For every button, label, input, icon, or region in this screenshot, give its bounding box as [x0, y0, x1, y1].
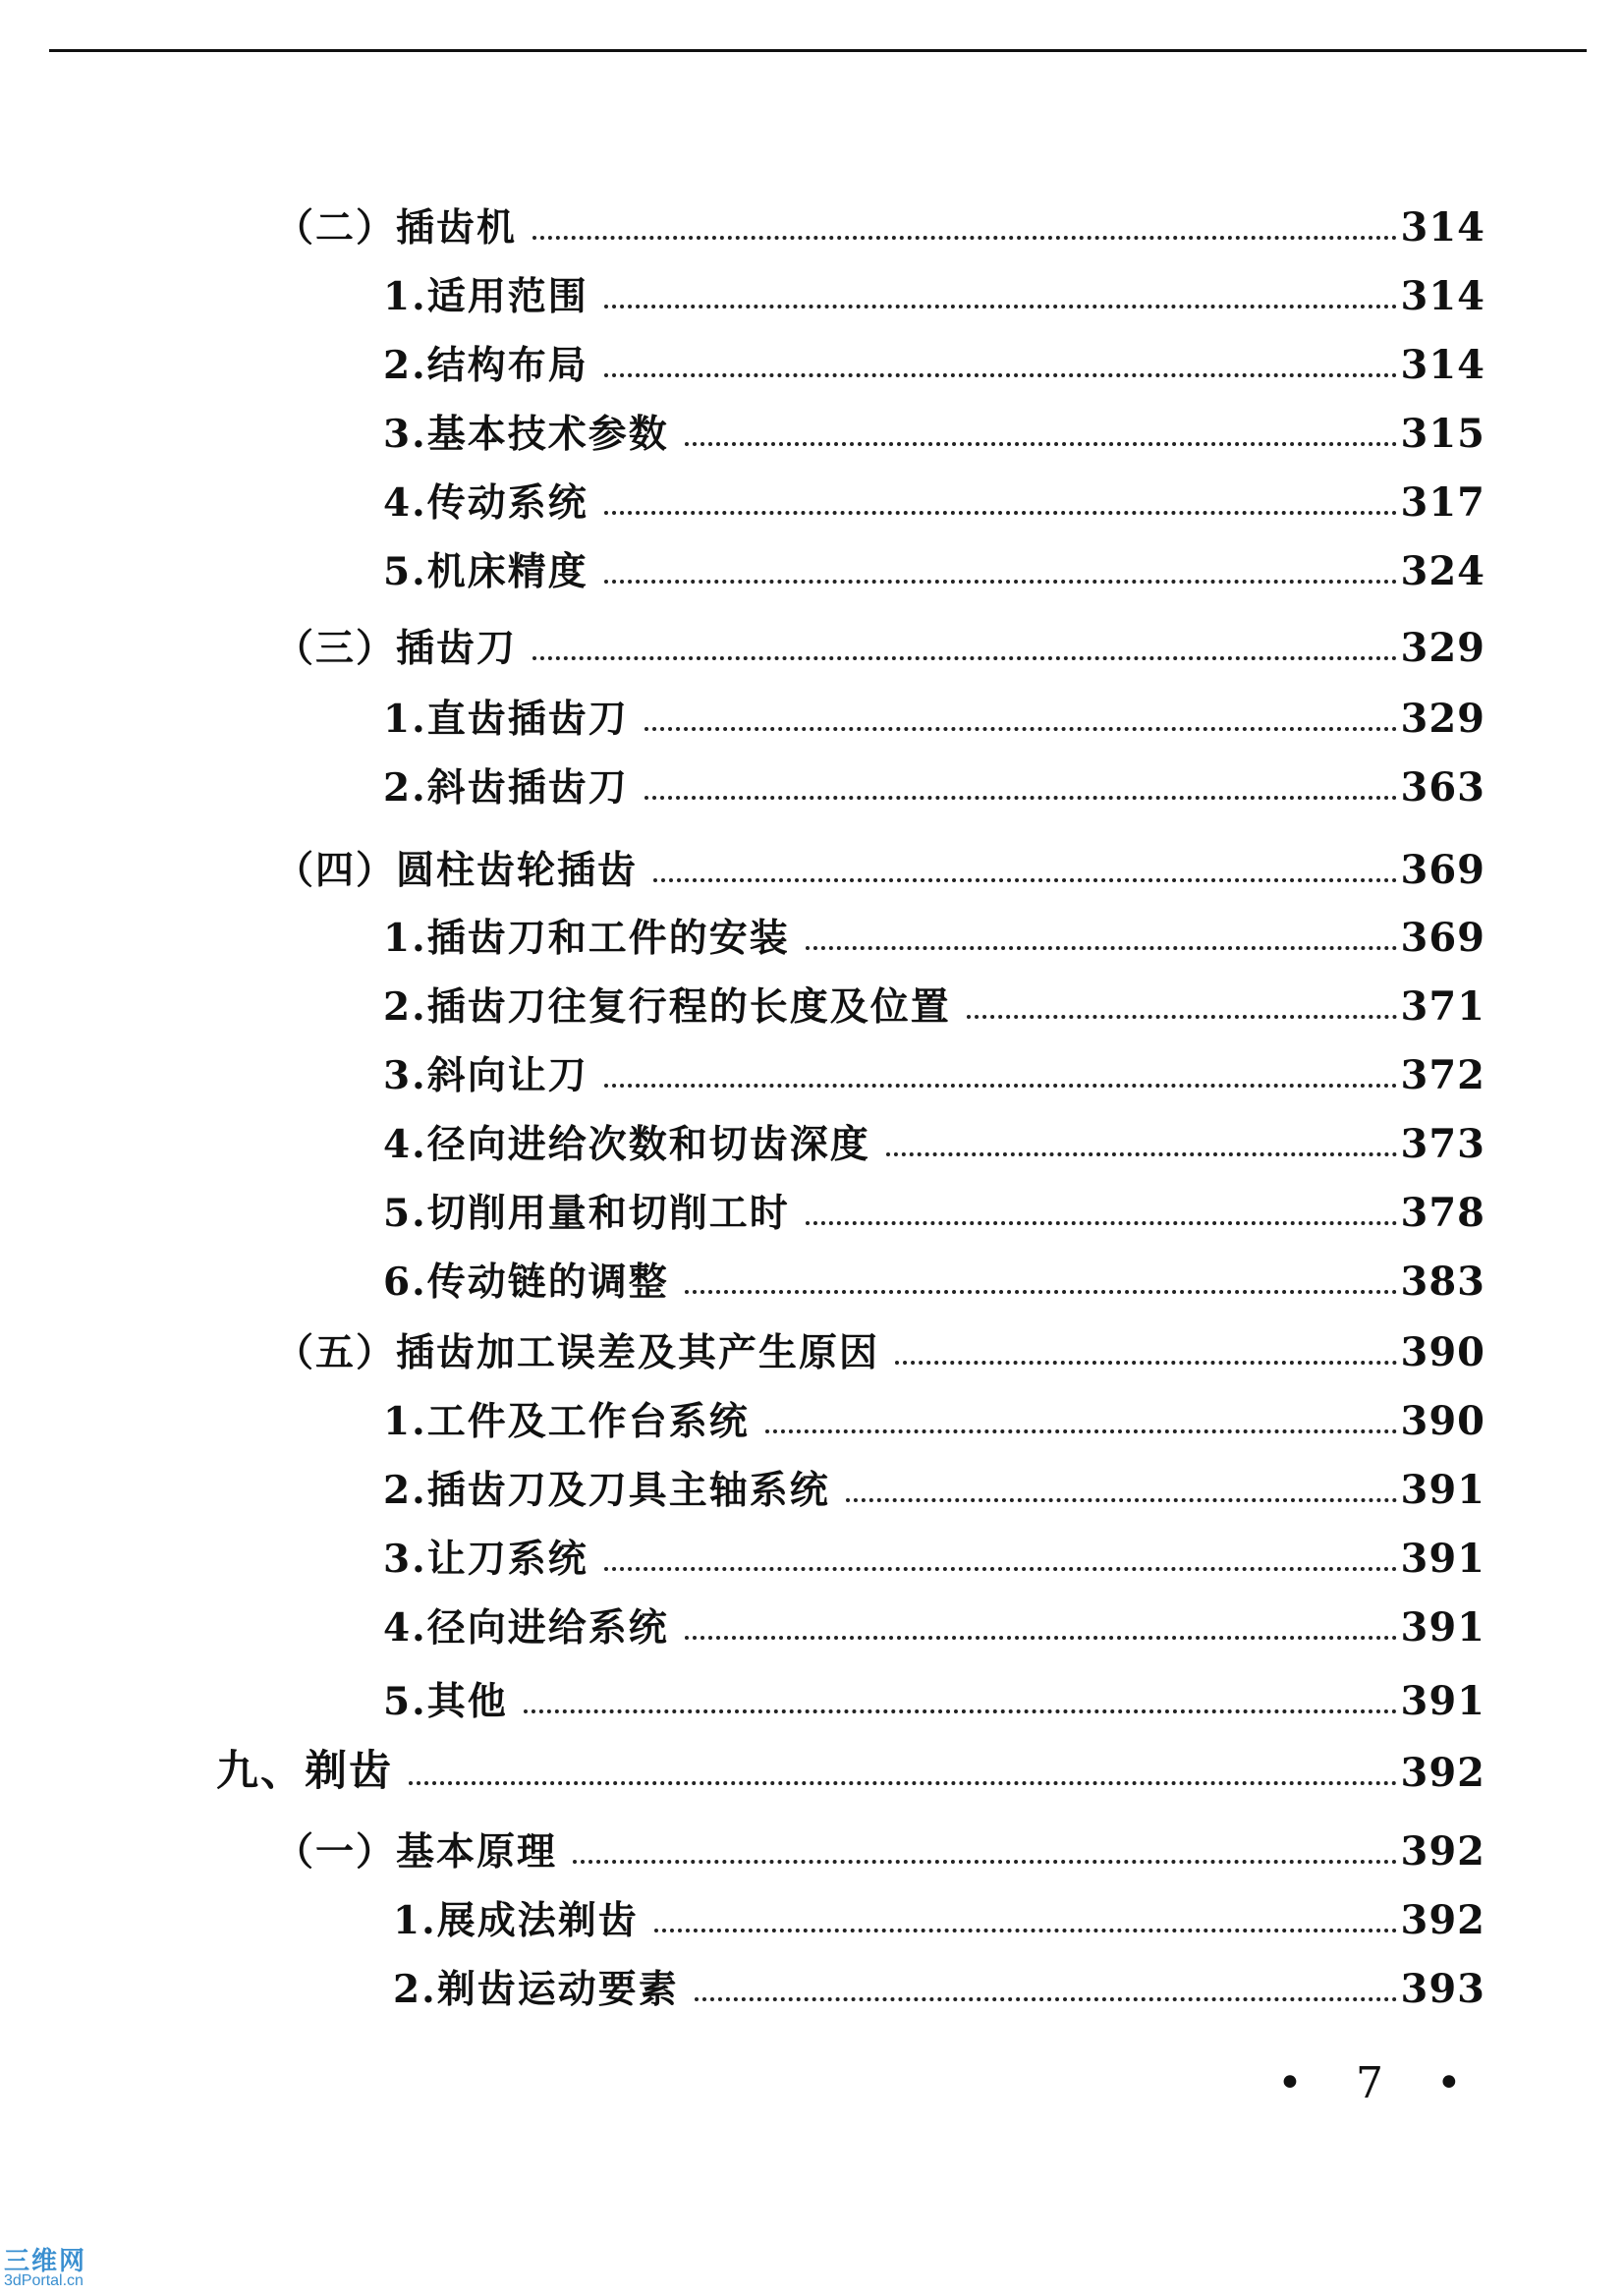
- toc-entry-page: 363: [1400, 764, 1485, 811]
- dot-leader: [532, 656, 1396, 660]
- toc-entry-label: 九、剃齿: [216, 1747, 393, 1796]
- toc-entry-page: 314: [1400, 273, 1485, 319]
- toc-entry-label: 2.剃齿运动要素: [393, 1967, 679, 2012]
- toc-entry-label: 1.直齿插齿刀: [383, 697, 629, 742]
- toc-entry-page: 391: [1400, 1604, 1485, 1651]
- dot-leader: [886, 1152, 1397, 1156]
- toc-entry-page: 315: [1400, 411, 1485, 457]
- dot-leader: [653, 878, 1396, 882]
- dot-leader: [695, 1997, 1397, 2001]
- toc-entry-page: 390: [1400, 1329, 1485, 1375]
- dot-leader: [532, 236, 1396, 240]
- toc-item-entry[interactable]: [393, 1966, 1485, 2012]
- toc-entry-page: 391: [1400, 1678, 1485, 1724]
- dot-leader: [685, 442, 1397, 446]
- toc-entry-page: 317: [1400, 479, 1485, 526]
- dot-leader: [644, 796, 1397, 800]
- toc-entry-label: （三）插齿刀: [275, 626, 518, 671]
- toc-entry-page: 391: [1400, 1467, 1485, 1513]
- dot-leader: [806, 1221, 1397, 1225]
- toc-section-entry[interactable]: [275, 1329, 1485, 1375]
- toc-entry-page: 392: [1400, 1828, 1485, 1875]
- toc-entry-page: 314: [1400, 342, 1485, 388]
- toc-entry-label: （一）基本原理: [275, 1829, 558, 1875]
- toc-entry-label: 5.机床精度: [383, 549, 588, 594]
- toc-section-entry[interactable]: [275, 847, 1485, 893]
- toc-entry-label: 5.切削用量和切削工时: [383, 1191, 790, 1236]
- dot-leader: [967, 1015, 1397, 1019]
- dot-leader: [685, 1636, 1397, 1640]
- dot-leader: [644, 727, 1397, 731]
- toc-entry-label: 5.其他: [383, 1679, 508, 1724]
- toc-item-entry[interactable]: [383, 1536, 1485, 1582]
- toc-entry-page: 372: [1400, 1052, 1485, 1098]
- toc-section-entry[interactable]: [275, 625, 1485, 671]
- dot-leader: [573, 1860, 1396, 1864]
- toc-entry-label: 2.斜齿插齿刀: [383, 765, 629, 811]
- toc-entry-label: 2.结构布局: [383, 343, 588, 388]
- toc-item-entry[interactable]: [383, 764, 1485, 811]
- dot-leader: [604, 373, 1397, 377]
- toc-entry-label: 4.径向进给次数和切齿深度: [383, 1122, 870, 1167]
- dot-leader: [895, 1361, 1396, 1365]
- toc-entry-label: 3.让刀系统: [383, 1537, 588, 1582]
- toc-entry-page: 390: [1400, 1398, 1485, 1444]
- toc-entry-label: 4.径向进给系统: [383, 1605, 669, 1651]
- toc-item-entry[interactable]: [383, 479, 1485, 526]
- dot-leader: [604, 580, 1397, 584]
- toc-entry-label: 2.插齿刀往复行程的长度及位置: [383, 984, 951, 1030]
- toc-item-entry[interactable]: [383, 273, 1485, 319]
- toc-entry-label: 4.传动系统: [383, 480, 588, 526]
- toc-item-entry[interactable]: [383, 983, 1485, 1030]
- toc-entry-page: 391: [1400, 1536, 1485, 1582]
- dot-leader: [765, 1429, 1397, 1433]
- toc-entry-page: 383: [1400, 1259, 1485, 1305]
- toc-entry-page: 373: [1400, 1121, 1485, 1167]
- toc-entry-page: 371: [1400, 983, 1485, 1030]
- toc-item-entry[interactable]: [383, 1678, 1485, 1724]
- toc-section-entry[interactable]: [275, 1828, 1485, 1875]
- toc-item-entry[interactable]: [383, 1052, 1485, 1098]
- dot-leader: [654, 1929, 1397, 1932]
- toc-item-entry[interactable]: [383, 342, 1485, 388]
- toc-item-entry[interactable]: [383, 411, 1485, 457]
- toc-entry-page: 393: [1400, 1966, 1485, 2012]
- toc-item-entry[interactable]: [383, 1467, 1485, 1513]
- dot-leader: [524, 1709, 1397, 1713]
- toc-entry-label: （四）圆柱齿轮插齿: [275, 848, 639, 893]
- toc-item-entry[interactable]: [393, 1897, 1485, 1943]
- toc-chapter-entry[interactable]: [216, 1747, 1485, 1796]
- toc-entry-label: 2.插齿刀及刀具主轴系统: [383, 1468, 830, 1513]
- toc-item-entry[interactable]: [383, 696, 1485, 742]
- toc-entry-label: 3.基本技术参数: [383, 412, 669, 457]
- toc-entry-page: 329: [1400, 696, 1485, 742]
- toc-entry-label: 1.展成法剃齿: [393, 1898, 639, 1943]
- dot-leader: [604, 1567, 1397, 1571]
- toc-entry-label: 1.工件及工作台系统: [383, 1399, 750, 1444]
- toc-entry-page: 369: [1400, 847, 1485, 893]
- dot-leader: [846, 1498, 1397, 1502]
- toc-section-entry[interactable]: [275, 204, 1485, 251]
- toc-entry-page: 324: [1400, 548, 1485, 594]
- toc-item-entry[interactable]: [383, 1398, 1485, 1444]
- dot-leader: [409, 1781, 1397, 1785]
- toc-item-entry[interactable]: [383, 548, 1485, 594]
- watermark-main-text: 三维网: [4, 2246, 87, 2275]
- toc-entry-page: 314: [1400, 204, 1485, 251]
- page-number: • 7 •: [1277, 2058, 1482, 2108]
- toc-item-entry[interactable]: [383, 1190, 1485, 1236]
- toc-item-entry[interactable]: [383, 1604, 1485, 1651]
- dot-leader: [806, 946, 1397, 950]
- toc-item-entry[interactable]: [383, 915, 1485, 961]
- dot-leader: [604, 1084, 1397, 1088]
- dot-leader: [685, 1290, 1397, 1294]
- toc-item-entry[interactable]: [383, 1121, 1485, 1167]
- toc-entry-label: 1.适用范围: [383, 274, 588, 319]
- toc-entry-label: 3.斜向让刀: [383, 1053, 588, 1098]
- toc-entry-page: 392: [1400, 1897, 1485, 1943]
- toc-entry-label: （二）插齿机: [275, 205, 518, 251]
- toc-entry-page: 392: [1400, 1750, 1485, 1796]
- toc-entry-page: 329: [1400, 625, 1485, 671]
- watermark-logo: [4, 2248, 86, 2289]
- toc-entry-page: 378: [1400, 1190, 1485, 1236]
- toc-entry-label: 6.传动链的调整: [383, 1260, 669, 1305]
- watermark-sub-text: 3dPortal.cn: [4, 2272, 84, 2289]
- toc-entry-label: 1.插齿刀和工件的安装: [383, 916, 790, 961]
- dot-leader: [604, 305, 1397, 308]
- toc-item-entry[interactable]: [383, 1259, 1485, 1305]
- dot-leader: [604, 511, 1397, 515]
- toc-entry-label: （五）插齿加工误差及其产生原因: [275, 1330, 880, 1375]
- top-rule: [49, 49, 1587, 52]
- toc-entry-page: 369: [1400, 915, 1485, 961]
